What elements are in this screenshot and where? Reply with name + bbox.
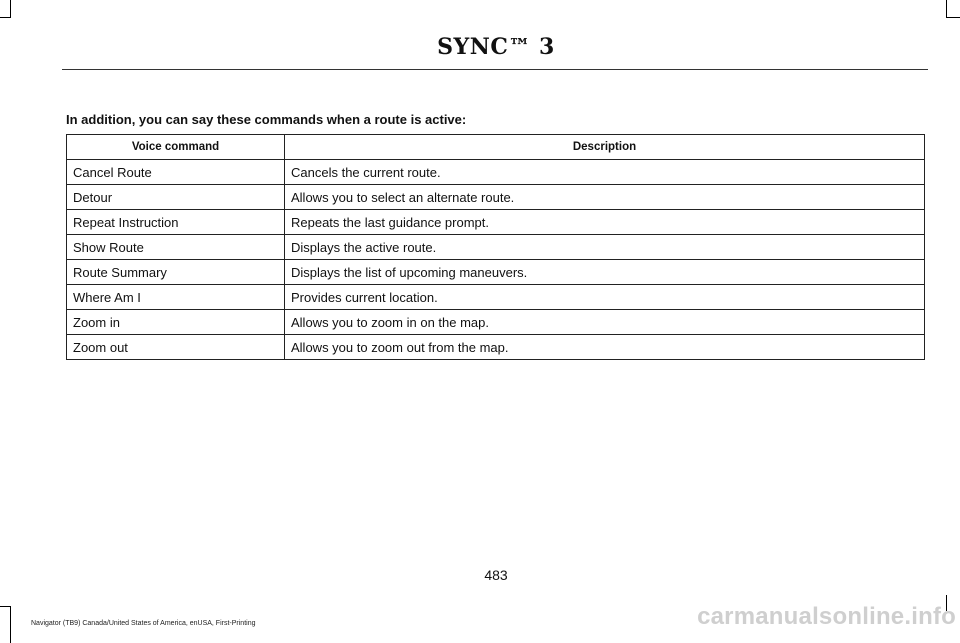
crop-mark-top-right-horizontal bbox=[946, 17, 960, 18]
table-row bbox=[67, 260, 925, 285]
table-row bbox=[67, 210, 925, 235]
column-header-description: Description bbox=[285, 135, 925, 160]
command-cell: Route Summary bbox=[67, 260, 285, 285]
watermark: carmanualsonline.info bbox=[697, 603, 956, 630]
description-cell: Displays the list of upcoming maneuvers. bbox=[285, 260, 925, 285]
command-cell: Zoom in bbox=[67, 310, 285, 335]
intro-text: In addition, you can say these commands when a route is active: bbox=[66, 112, 467, 127]
crop-mark-bottom-left-vertical bbox=[10, 606, 11, 643]
table-row bbox=[67, 185, 925, 210]
table-row bbox=[67, 160, 925, 185]
crop-mark-top-left-horizontal bbox=[0, 17, 11, 18]
table-row bbox=[67, 335, 925, 360]
command-cell: Cancel Route bbox=[67, 160, 285, 185]
table-row bbox=[67, 235, 925, 260]
description-cell: Allows you to zoom out from the map. bbox=[285, 335, 925, 360]
column-header-voice-command: Voice command bbox=[67, 135, 285, 160]
table-header-row bbox=[67, 135, 925, 160]
crop-mark-top-left-vertical bbox=[10, 0, 11, 18]
footer-edition-note: Navigator (TB9) Canada/United States of America, enUSA, First-Printing bbox=[31, 620, 256, 627]
command-cell: Show Route bbox=[67, 235, 285, 260]
crop-mark-bottom-left-horizontal bbox=[0, 606, 11, 607]
description-cell: Cancels the current route. bbox=[285, 160, 925, 185]
title-divider bbox=[62, 69, 928, 70]
voice-command-table bbox=[66, 134, 925, 360]
description-cell: Displays the active route. bbox=[285, 235, 925, 260]
page-number: 483 bbox=[484, 567, 508, 583]
command-cell: Repeat Instruction bbox=[67, 210, 285, 235]
command-cell: Where Am I bbox=[67, 285, 285, 310]
description-cell: Allows you to select an alternate route. bbox=[285, 185, 925, 210]
page-title: SYNC™ 3 bbox=[437, 34, 555, 60]
description-cell: Provides current location. bbox=[285, 285, 925, 310]
command-cell: Zoom out bbox=[67, 335, 285, 360]
table-row bbox=[67, 285, 925, 310]
crop-mark-top-right-vertical bbox=[946, 0, 947, 18]
table-row bbox=[67, 310, 925, 335]
description-cell: Repeats the last guidance prompt. bbox=[285, 210, 925, 235]
command-cell: Detour bbox=[67, 185, 285, 210]
description-cell: Allows you to zoom in on the map. bbox=[285, 310, 925, 335]
